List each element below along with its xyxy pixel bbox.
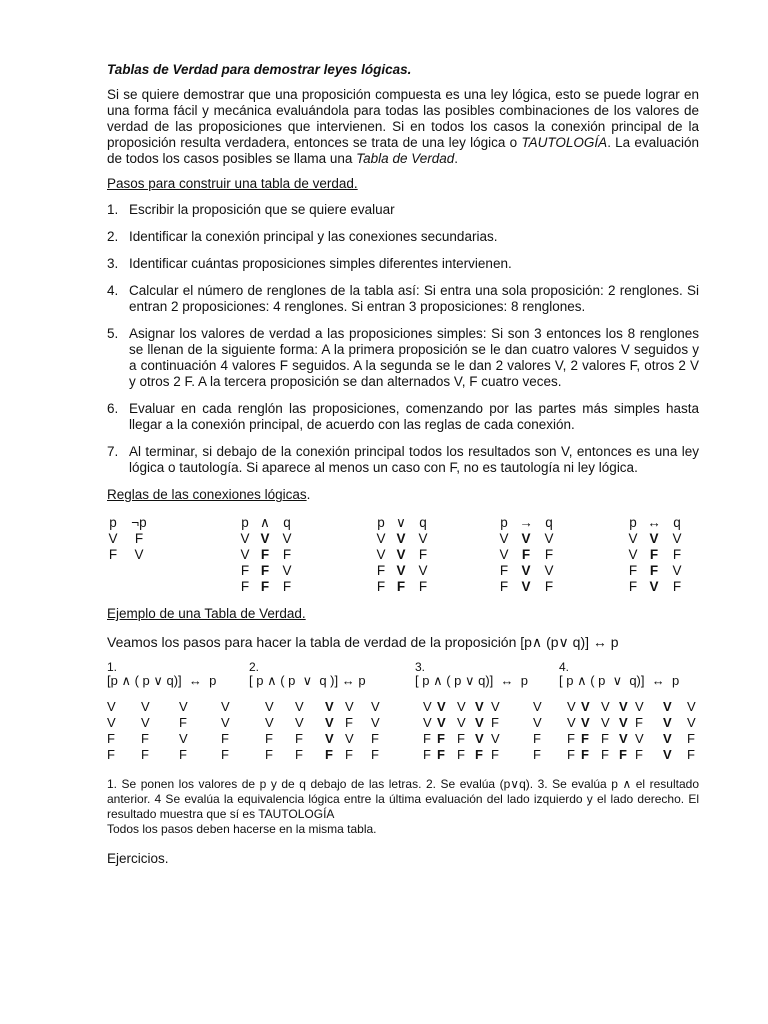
rule-value: F (672, 579, 682, 594)
rule-value: F (240, 579, 250, 594)
rule-value: V (649, 531, 659, 546)
truth-value: V (457, 715, 466, 730)
truth-value: F (179, 747, 187, 762)
rule-value: F (418, 579, 428, 594)
rule-symbol: p (500, 515, 508, 530)
truth-value: V (567, 715, 576, 730)
rule-value: V (628, 547, 638, 562)
truth-value: V (265, 699, 274, 714)
rules-heading-tail: . (306, 487, 311, 502)
truth-value: F (107, 747, 115, 762)
example-heading: Ejemplo de una Tabla de Verdad. (107, 606, 306, 621)
truth-value: F (423, 731, 431, 746)
step-text: Asignar los valores de verdad a las proposiciones simples: Si son 3 entonces los 8 renglones se llenan de la siguiente forma: A la primera proposición se le dan cuatro valores V seguidos y a continuación 4 valores F seguidos. A la segunda se le dan 2 valores V, 2 valores F, otros 2 V y otros 2 F. A la tercera proposición se dan alternados V, F cuatro veces. (129, 326, 699, 389)
truth-value: F (533, 731, 541, 746)
rule-value: V (376, 547, 386, 562)
truth-value: F (457, 731, 465, 746)
rule-value: V (376, 531, 386, 546)
rules-heading (107, 487, 699, 503)
truth-value: V (179, 699, 188, 714)
rule-value: V (418, 531, 428, 546)
intro-tabla-de-verdad: Tabla de Verdad (356, 151, 455, 166)
rule-value: V (282, 563, 292, 578)
rule-symbol: q (545, 515, 553, 530)
truth-row (559, 747, 695, 763)
truth-value: F (371, 747, 379, 762)
truth-value: F (345, 747, 353, 762)
rule-value: V (134, 547, 144, 562)
rule-symbol: ∨ (396, 515, 406, 530)
rule-row (237, 547, 297, 563)
truth-value: F (107, 731, 115, 746)
truth-value: V (663, 715, 672, 730)
truth-value: V (437, 715, 446, 730)
example-notes (107, 777, 699, 837)
document-title: Tablas de Verdad para demostrar leyes lógicas. (107, 62, 412, 77)
truth-value: V (635, 699, 644, 714)
truth-value: V (533, 715, 542, 730)
step-text: Evaluar en cada renglón las proposiciones, comenzando por las partes más simples hasta llegar a la conexión principal, de acuerdo con las reglas de cada conexión. (129, 401, 699, 432)
rule-value: V (628, 531, 638, 546)
rule-row (107, 547, 159, 563)
rule-value: F (544, 579, 554, 594)
truth-value: F (635, 747, 643, 762)
rule-table (237, 515, 297, 595)
step-number: 3. (107, 256, 119, 271)
example-step-number: 1. (107, 660, 118, 674)
step-number: 5. (107, 326, 119, 341)
truth-row (415, 747, 541, 763)
truth-row (249, 715, 380, 731)
truth-value: F (491, 715, 499, 730)
truth-value: V (601, 699, 610, 714)
rule-value: V (396, 531, 406, 546)
truth-value: F (601, 731, 609, 746)
step-text: Identificar la conexión principal y las conexiones secundarias. (129, 229, 498, 244)
example-step-number: 4. (559, 660, 570, 674)
truth-value: F (475, 747, 483, 762)
rule-row (373, 531, 433, 547)
truth-row (249, 747, 379, 763)
truth-value: V (107, 699, 116, 714)
rule-symbol: q (419, 515, 427, 530)
truth-value: V (581, 715, 590, 730)
rule-row (495, 579, 559, 595)
rule-value: F (628, 563, 638, 578)
rule-value: V (418, 563, 428, 578)
example-step-formula: [ p ∧ ( p ∨ q)] ↔ p (415, 673, 528, 688)
truth-value: V (265, 715, 274, 730)
truth-value: F (533, 747, 541, 762)
truth-value: F (345, 715, 353, 730)
rule-row (373, 547, 433, 563)
rule-value: F (282, 579, 292, 594)
rule-value: F (396, 579, 406, 594)
rule-value: F (376, 563, 386, 578)
truth-value: F (687, 731, 695, 746)
rule-value: V (396, 563, 406, 578)
example-step (559, 659, 696, 763)
example-step-formula: [ p ∧ ( p ∨ q )] ↔ p (249, 673, 366, 688)
step-text: Al terminar, si debajo de la conexión principal todos los resultados son V, entonces es una ley lógica o tautología. Si aparece al menos un caso con F, no es tautología ni ley lógica. (129, 444, 699, 475)
rule-symbol: → (519, 515, 533, 530)
truth-value: V (345, 731, 354, 746)
rule-value: F (649, 563, 659, 578)
rule-value: F (260, 563, 270, 578)
rule-value: V (499, 531, 509, 546)
rule-value: F (521, 547, 531, 562)
rule-value: V (108, 531, 118, 546)
step-text: Escribir la proposición que se quiere evaluar (129, 202, 395, 217)
step-item (107, 256, 699, 272)
truth-value: V (491, 699, 500, 714)
truth-value: V (619, 715, 628, 730)
truth-value: V (663, 699, 672, 714)
rule-value: V (672, 531, 682, 546)
rule-value: V (260, 531, 270, 546)
rule-table (107, 515, 159, 563)
truth-value: F (325, 747, 333, 762)
truth-row (107, 699, 230, 715)
truth-value: F (179, 715, 187, 730)
rule-header (625, 515, 687, 531)
steps-heading: Pasos para construir una tabla de verdad. (107, 176, 358, 191)
rule-value: F (260, 547, 270, 562)
truth-value: V (325, 731, 334, 746)
rule-value: V (282, 531, 292, 546)
rule-value: V (396, 547, 406, 562)
rule-symbol: ∧ (260, 515, 270, 530)
rule-value: F (240, 563, 250, 578)
truth-value: V (437, 699, 446, 714)
truth-value: F (491, 747, 499, 762)
rule-value: F (628, 579, 638, 594)
truth-value: F (635, 715, 643, 730)
rule-row (495, 531, 559, 547)
step-text: Identificar cuántas proposiciones simples diferentes intervienen. (129, 256, 512, 271)
rule-symbol: ↔ (647, 515, 661, 530)
rule-symbol: q (283, 515, 291, 530)
truth-value: V (475, 715, 484, 730)
truth-value: F (619, 747, 627, 762)
truth-value: V (567, 699, 576, 714)
rule-value: F (418, 547, 428, 562)
truth-row (559, 699, 696, 715)
step-item (107, 202, 699, 218)
step-text: Calcular el número de renglones de la tabla así: Si entra una sola proposición: 2 renglones. Si entran 2 proposiciones: 4 renglones. Si entran 3 proposiciones: 8 renglones. (129, 283, 699, 314)
truth-value: F (265, 731, 273, 746)
step-number: 1. (107, 202, 119, 217)
rule-value: F (544, 547, 554, 562)
rule-header (495, 515, 559, 531)
rule-header (237, 515, 297, 531)
truth-value: V (221, 699, 230, 714)
truth-value: F (601, 747, 609, 762)
truth-row (249, 699, 380, 715)
truth-value: V (663, 747, 672, 762)
example-intro: Veamos los pasos para hacer la tabla de verdad de la proposición [p∧ (p∨ q)] ↔ p (107, 634, 619, 650)
truth-row (559, 731, 695, 747)
rule-symbol: p (109, 515, 117, 530)
truth-value: F (437, 731, 445, 746)
truth-value: F (423, 747, 431, 762)
note-line: 1. Se ponen los valores de p y de q debajo de las letras. 2. Se evalúa (p∨q). 3. Se evalúa p ∧ el resultado anterior. 4 Se evalúa la equivalencia lógica entre la última evaluación del lado izquierdo y el lado derecho. El resultado muestra que sí es TAUTOLOGÍA (107, 777, 699, 821)
truth-value: F (437, 747, 445, 762)
rule-row (107, 531, 159, 547)
truth-row (107, 747, 229, 763)
truth-value: V (325, 715, 334, 730)
truth-value: F (687, 747, 695, 762)
truth-row (107, 715, 230, 731)
truth-row (415, 699, 542, 715)
rule-value: V (544, 531, 554, 546)
intro-text-1: Si se quiere demostrar que una proposición compuesta es una ley lógica, esto se puede lograr en una forma fácil y mecánica evaluándola para todas las posibles combinaciones de los valores de verdad de las proposiciones que intervienen. Si en todos los casos la conexión principal de la proposición resulta verdadera, entonces se trata de una ley lógica o (107, 87, 699, 150)
rule-value: V (240, 547, 250, 562)
truth-value: V (687, 715, 696, 730)
step-item (107, 401, 699, 433)
step-item (107, 283, 699, 315)
step-number: 2. (107, 229, 119, 244)
truth-value: V (141, 699, 150, 714)
intro-text-2: . La evaluación de todos los casos posibles se llama una (107, 135, 699, 166)
rule-row (237, 579, 297, 595)
rule-row (495, 547, 559, 563)
rule-value: F (499, 563, 509, 578)
truth-value: F (371, 731, 379, 746)
truth-value: F (295, 731, 303, 746)
rule-row (237, 531, 297, 547)
truth-value: V (179, 731, 188, 746)
step-number: 6. (107, 401, 119, 416)
rule-row (237, 563, 297, 579)
step-number: 4. (107, 283, 119, 298)
truth-value: F (221, 731, 229, 746)
steps-list (107, 202, 699, 476)
truth-value: F (581, 747, 589, 762)
example-step (249, 659, 380, 763)
rule-value: F (108, 547, 118, 562)
rule-row (625, 579, 687, 595)
rule-value: V (521, 563, 531, 578)
intro-tautologia: TAUTOLOGÍA (521, 135, 608, 150)
connective-rules (107, 515, 699, 595)
intro-text-3: . (454, 151, 459, 166)
rule-value: F (260, 579, 270, 594)
truth-value: F (141, 747, 149, 762)
truth-value: V (345, 699, 354, 714)
document-page (107, 62, 699, 880)
truth-value: V (475, 699, 484, 714)
rule-symbol: p (629, 515, 637, 530)
rule-row (373, 579, 433, 595)
truth-value: V (107, 715, 116, 730)
rule-symbol: q (673, 515, 681, 530)
truth-value: F (221, 747, 229, 762)
truth-value: F (265, 747, 273, 762)
example-steps-table (107, 659, 699, 771)
rule-value: V (544, 563, 554, 578)
truth-value: V (475, 731, 484, 746)
rule-row (625, 547, 687, 563)
truth-value: V (581, 699, 590, 714)
truth-row (415, 731, 541, 747)
truth-value: F (295, 747, 303, 762)
truth-value: V (141, 715, 150, 730)
truth-value: F (457, 747, 465, 762)
rule-value: F (499, 579, 509, 594)
truth-value: V (533, 699, 542, 714)
rule-value: F (672, 547, 682, 562)
truth-row (415, 715, 542, 731)
truth-value: V (663, 731, 672, 746)
example-step (415, 659, 542, 763)
rule-value: V (521, 579, 531, 594)
note-line: Todos los pasos deben hacerse en la misma tabla. (107, 822, 377, 836)
truth-row (249, 731, 379, 747)
rule-header (107, 515, 159, 531)
truth-value: V (491, 731, 500, 746)
rule-value: V (672, 563, 682, 578)
step-item (107, 326, 699, 390)
truth-row (107, 731, 229, 747)
rule-value: V (499, 547, 509, 562)
truth-value: V (295, 699, 304, 714)
truth-value: V (619, 699, 628, 714)
truth-value: V (619, 731, 628, 746)
truth-value: V (371, 699, 380, 714)
rule-row (373, 563, 433, 579)
rule-value: V (521, 531, 531, 546)
step-item (107, 444, 699, 476)
rule-table (625, 515, 687, 595)
truth-value: V (325, 699, 334, 714)
truth-value: V (457, 699, 466, 714)
step-item (107, 229, 699, 245)
rule-row (625, 563, 687, 579)
example-step-formula: [ p ∧ ( p ∨ q)] ↔ p (559, 673, 680, 688)
rule-symbol: p (377, 515, 385, 530)
truth-value: V (423, 699, 432, 714)
step-number: 7. (107, 444, 119, 459)
rule-value: V (240, 531, 250, 546)
example-step-number: 3. (415, 660, 426, 674)
example-step (107, 659, 230, 763)
truth-value: V (635, 731, 644, 746)
rule-table (373, 515, 433, 595)
truth-value: F (141, 731, 149, 746)
truth-value: V (371, 715, 380, 730)
truth-value: V (601, 715, 610, 730)
rule-value: F (282, 547, 292, 562)
truth-value: F (567, 731, 575, 746)
ejercicios-heading: Ejercicios. (107, 850, 169, 866)
rule-value: V (649, 579, 659, 594)
truth-value: V (687, 699, 696, 714)
rule-row (625, 531, 687, 547)
example-step-number: 2. (249, 660, 260, 674)
rule-value: F (376, 579, 386, 594)
rule-header (373, 515, 433, 531)
rule-row (495, 563, 559, 579)
rule-table (495, 515, 559, 595)
truth-value: V (295, 715, 304, 730)
intro-paragraph (107, 87, 699, 167)
truth-value: V (423, 715, 432, 730)
example-step-formula: [p ∧ ( p ∨ q)] ↔ p (107, 673, 217, 688)
rule-symbol: p (241, 515, 249, 530)
truth-value: V (221, 715, 230, 730)
truth-value: F (581, 731, 589, 746)
truth-row (559, 715, 696, 731)
rules-heading-text: Reglas de las conexiones lógicas (107, 487, 307, 502)
rule-value: F (134, 531, 144, 546)
rule-value: F (649, 547, 659, 562)
truth-value: F (567, 747, 575, 762)
rule-symbol: ¬p (131, 515, 147, 530)
